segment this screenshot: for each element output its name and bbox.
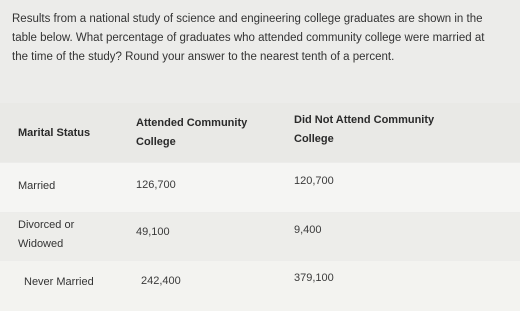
never-married-attended-value: 242,400 bbox=[141, 275, 181, 287]
never-married-not-attended-value: 379,100 bbox=[294, 272, 334, 284]
table-row bbox=[0, 163, 520, 212]
married-not-attended-value: 120,700 bbox=[294, 175, 334, 187]
divorced-not-attended-value: 9,400 bbox=[294, 224, 322, 236]
row-label-divorced-widowed: Divorced or Widowed bbox=[18, 219, 75, 250]
header-marital-status: Marital Status bbox=[18, 127, 91, 139]
question-text: Results from a national study of science and engineering college graduates are shown in the table below. What percentage of graduates who attended community college were married at the time of the study? Round your answer to the nearest tenth of a percent. bbox=[12, 13, 485, 63]
table-row bbox=[0, 261, 520, 311]
married-attended-value: 126,700 bbox=[136, 179, 176, 191]
marital-status-table bbox=[0, 103, 520, 311]
table-row bbox=[0, 213, 520, 260]
table-header-row bbox=[0, 103, 520, 162]
header-attended-community-college: Attended Community College bbox=[136, 117, 248, 148]
row-label-never-married: Never Married bbox=[24, 276, 94, 288]
row-label-married: Married bbox=[18, 180, 56, 192]
header-did-not-attend-community-college: Did Not Attend Community College bbox=[294, 114, 435, 145]
divorced-attended-value: 49,100 bbox=[136, 226, 170, 238]
